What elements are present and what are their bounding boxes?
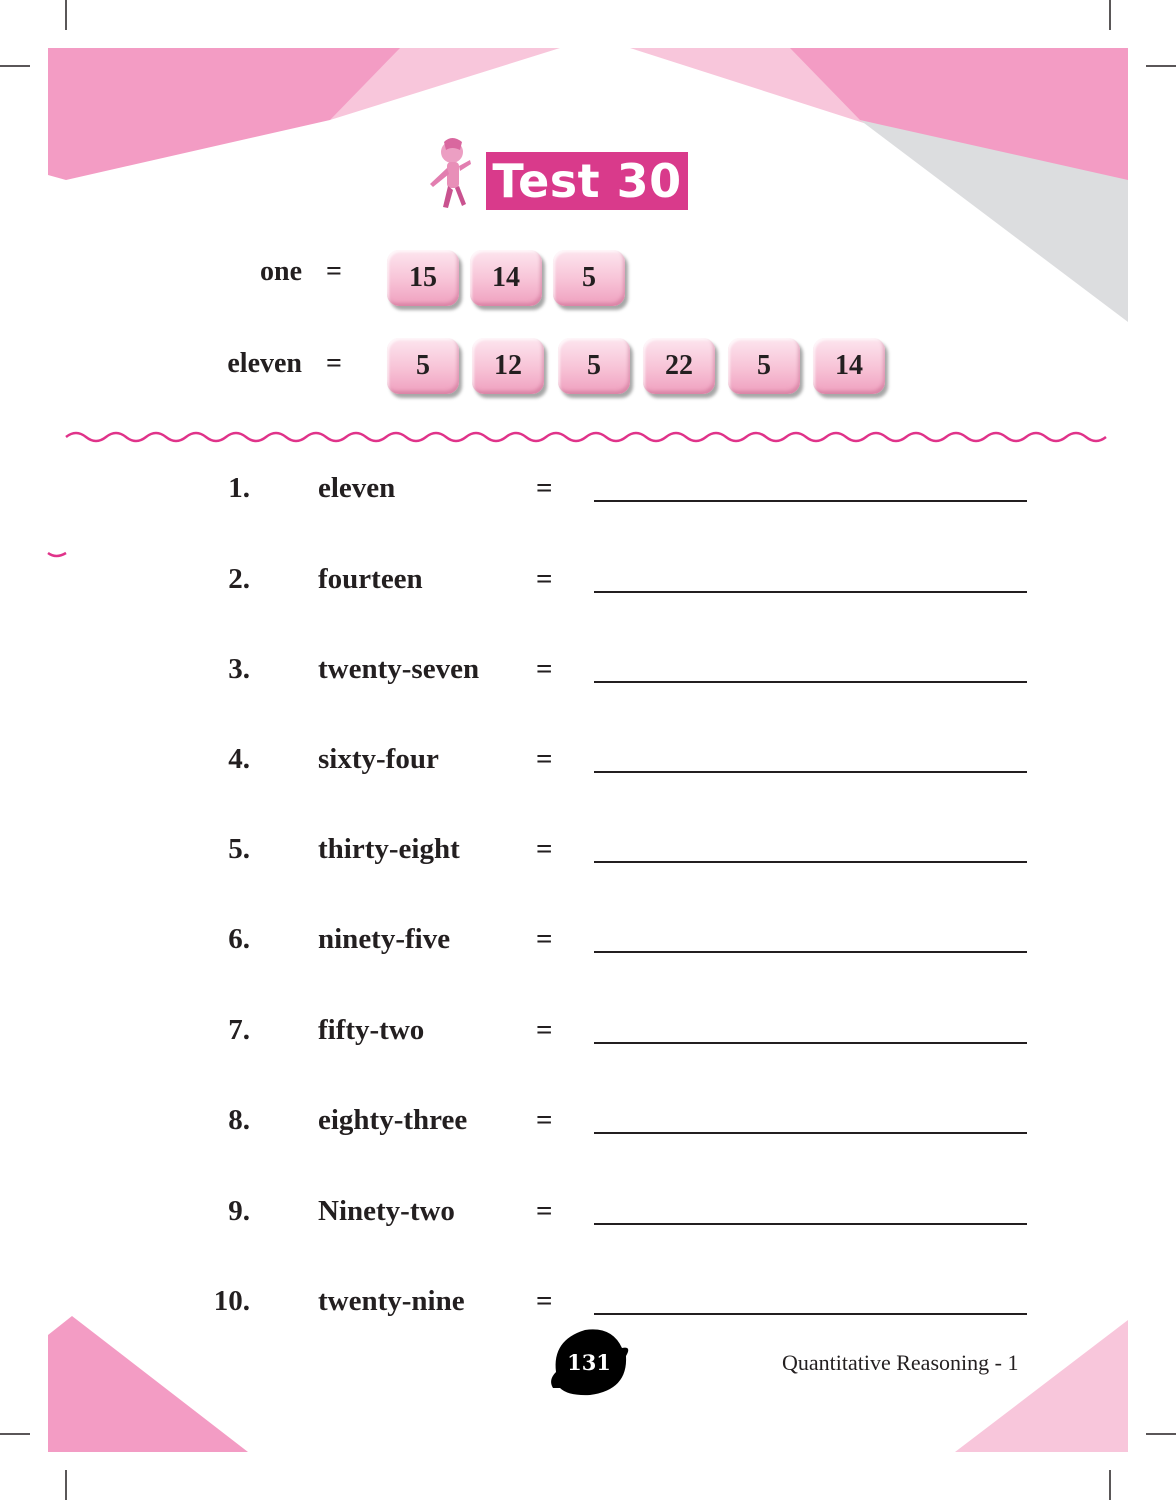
question-word: fourteen [318,563,423,595]
answer-line[interactable] [594,771,1027,773]
answer-line[interactable] [594,500,1027,502]
question-word: ninety-five [318,923,451,955]
question-number: 10. [213,1285,250,1317]
question-row [0,1010,1176,1060]
question-row [0,1100,1176,1150]
question-number: 1. [228,472,250,504]
question-number: 7. [228,1014,250,1046]
code-tile: 5 [728,338,800,394]
code-tile: 22 [643,338,715,394]
code-tile: 5 [553,250,625,306]
answer-line[interactable] [594,1313,1027,1315]
answer-line[interactable] [594,1042,1027,1044]
question-word: sixty-four [318,743,439,775]
code-tile: 5 [558,338,630,394]
question-equals: = [536,743,553,775]
question-number: 3. [228,653,250,685]
question-row [0,739,1176,789]
question-word: fifty-two [318,1014,425,1046]
answer-line[interactable] [594,681,1027,683]
question-row [0,1281,1176,1331]
question-equals: = [536,1104,553,1136]
question-number: 6. [228,923,250,955]
question-number: 8. [228,1104,250,1136]
question-row [0,649,1176,699]
question-equals: = [536,923,553,955]
bottom-left-pink-triangle [48,1316,248,1452]
test-title-badge [486,152,688,210]
question-word: Ninety-two [318,1195,455,1227]
answer-line[interactable] [594,1223,1027,1225]
answer-line[interactable] [594,591,1027,593]
question-equals: = [536,833,553,865]
question-row [0,559,1176,609]
question-number: 2. [228,563,250,595]
small-pink-mark [48,553,66,556]
question-equals: = [536,1014,553,1046]
wavy-divider [66,433,1106,441]
code-tile: 14 [813,338,885,394]
page-number: 131 [567,1350,611,1375]
code-tile: 5 [387,338,459,394]
example-word: eleven [227,348,302,379]
question-word: eighty-three [318,1104,468,1136]
example-equals: = [326,256,342,287]
answer-line[interactable] [594,861,1027,863]
question-row [0,1191,1176,1241]
example-word: one [260,256,302,287]
question-word: eleven [318,472,396,504]
question-row [0,919,1176,969]
question-equals: = [536,563,553,595]
question-row [0,468,1176,518]
question-equals: = [536,1285,553,1317]
answer-line[interactable] [594,951,1027,953]
answer-line[interactable] [594,1132,1027,1134]
question-number: 4. [228,743,250,775]
girl-figure-icon [430,138,471,208]
code-tile: 15 [387,250,459,306]
question-row [0,829,1176,879]
question-equals: = [536,472,553,504]
code-tile: 12 [472,338,544,394]
question-equals: = [536,1195,553,1227]
page-title: Test 30 [492,154,682,208]
code-tile: 14 [470,250,542,306]
question-word: twenty-seven [318,653,480,685]
example-equals: = [326,348,342,379]
question-number: 5. [228,833,250,865]
question-word: thirty-eight [318,833,460,865]
question-word: twenty-nine [318,1285,465,1317]
bottom-right-light-triangle [955,1320,1128,1452]
question-number: 9. [228,1195,250,1227]
question-equals: = [536,653,553,685]
book-title: Quantitative Reasoning - 1 [782,1350,1019,1375]
